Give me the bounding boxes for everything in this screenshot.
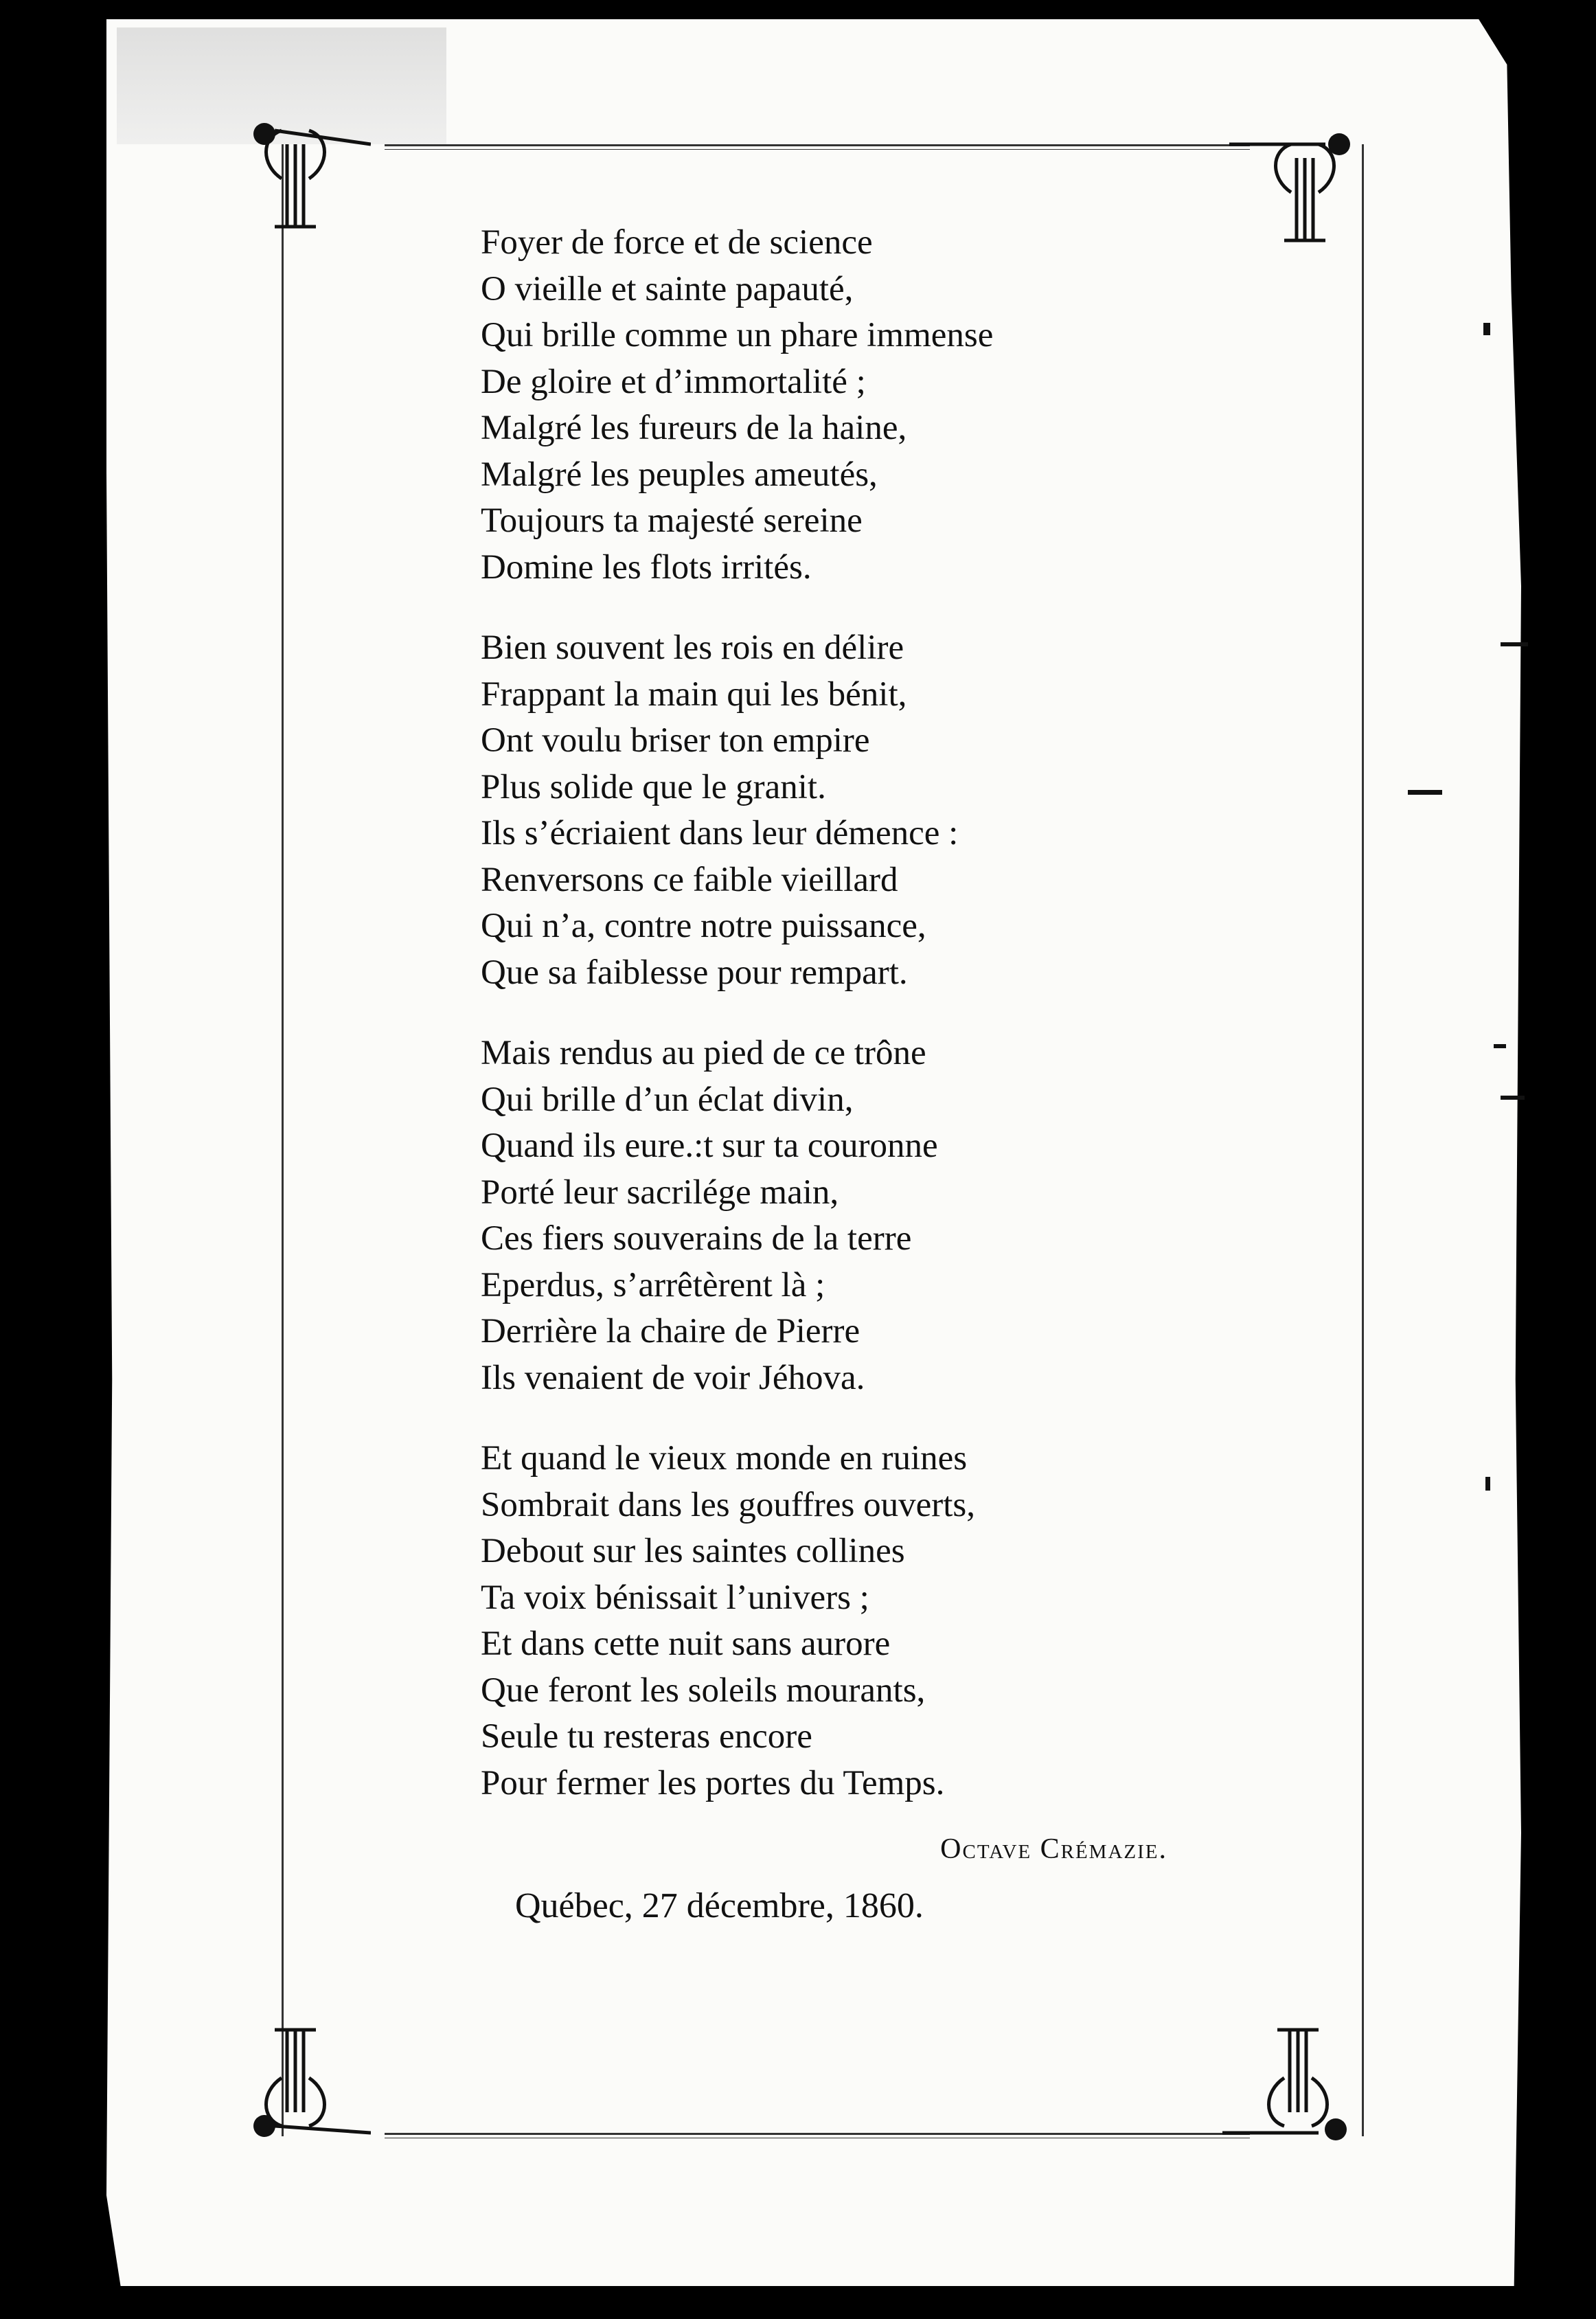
lyre-ornament-icon xyxy=(233,2016,371,2153)
poem-line: Renversons ce faible vieillard xyxy=(481,860,898,899)
poem-line: Ces fiers souverains de la terre xyxy=(481,1219,912,1258)
poem-line: Qui brille d’un éclat divin, xyxy=(481,1080,854,1119)
poem-line: Porté leur sacrilége main, xyxy=(481,1173,839,1212)
poem-line: O vieille et sainte papauté, xyxy=(481,269,854,308)
poem-line: Que feront les soleils mourants, xyxy=(481,1671,926,1710)
poem-line: Toujours ta majesté sereine xyxy=(481,501,863,540)
border-rule-bottom xyxy=(385,2133,1250,2138)
poem-line: Qui n’a, contre notre puissance, xyxy=(481,907,926,945)
poem-line: Bien souvent les rois en délire xyxy=(481,629,904,667)
scan-speck xyxy=(1483,323,1490,335)
dateline: Québec, 27 décembre, 1860. xyxy=(515,1886,924,1925)
poem-line: Et dans cette nuit sans aurore xyxy=(481,1625,891,1663)
poem-body xyxy=(481,220,1332,1841)
poem-line: Mais rendus au pied de ce trône xyxy=(481,1034,926,1072)
poem-line: Quand ils eure.:t sur ta couronne xyxy=(481,1127,938,1165)
poem-line: Que sa faiblesse pour rempart. xyxy=(481,953,908,992)
scan-speck xyxy=(1501,642,1528,646)
poem-line: Frappant la main qui les bénit, xyxy=(481,675,907,714)
author-signature: Octave Crémazie. xyxy=(940,1833,1167,1865)
poem-line: Pour fermer les portes du Temps. xyxy=(481,1763,945,1802)
poem-line: Eperdus, s’arrêtèrent là ; xyxy=(481,1265,825,1304)
poem-line: Foyer de force et de science xyxy=(481,223,873,262)
poem-line: Debout sur les saintes collines xyxy=(481,1532,905,1570)
poem-line: Malgré les peuples ameutés, xyxy=(481,455,878,494)
scan-speck xyxy=(1408,790,1442,795)
border-rule-top xyxy=(385,144,1250,150)
lyre-ornament-icon xyxy=(233,103,371,240)
lyre-ornament-icon xyxy=(1222,2016,1360,2153)
stanza xyxy=(481,1030,1332,1401)
stanza xyxy=(481,625,1332,996)
stanza xyxy=(481,220,1332,591)
poem-line: Ont voulu briser ton empire xyxy=(481,721,870,760)
poem-line: De gloire et d’immortalité ; xyxy=(481,362,866,401)
poem-line: Et quand le vieux monde en ruines xyxy=(481,1439,968,1478)
scan-speck xyxy=(1494,1044,1506,1048)
poem-line: Ta voix bénissait l’univers ; xyxy=(481,1578,869,1617)
poem-line: Plus solide que le granit. xyxy=(481,767,826,806)
poem-line: Malgré les fureurs de la haine, xyxy=(481,409,907,447)
stanza xyxy=(481,1436,1332,1807)
poem-line: Sombrait dans les gouffres ouverts, xyxy=(481,1485,976,1524)
poem-line: Seule tu resteras encore xyxy=(481,1717,812,1756)
poem-line: Ils venaient de voir Jéhova. xyxy=(481,1358,865,1397)
poem-line: Ils s’écriaient dans leur démence : xyxy=(481,814,959,852)
poem-line: Qui brille comme un phare immense xyxy=(481,316,994,354)
scan-speck xyxy=(1501,1096,1525,1100)
poem-line: Derrière la chaire de Pierre xyxy=(481,1312,860,1350)
poem-line: Domine les flots irrités. xyxy=(481,547,812,587)
scan-speck xyxy=(1485,1477,1490,1491)
